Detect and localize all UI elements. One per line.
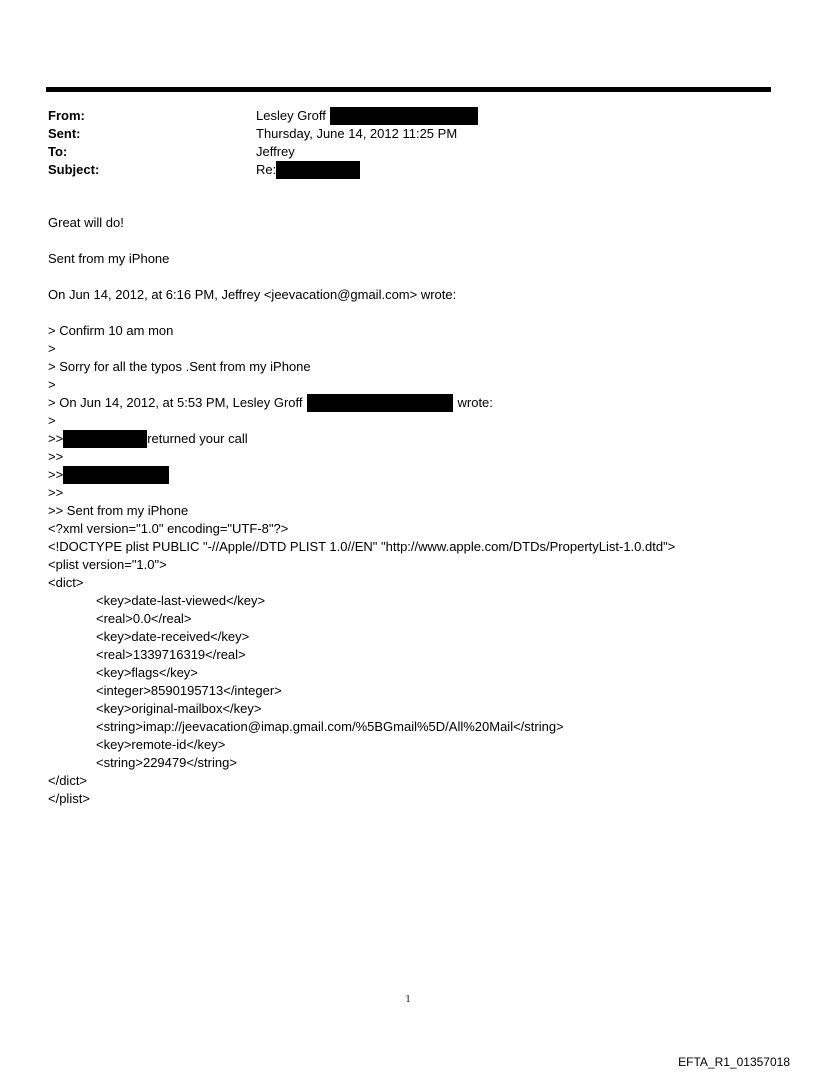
quoted-line-text: returned your call [147,431,248,446]
signature-text: Sent from my iPhone [48,251,170,266]
email-body [48,214,788,808]
quoted-line-end: wrote: [457,395,493,410]
to-value: Jeffrey [256,144,295,159]
redaction-box [63,466,169,484]
redaction-box [330,107,478,125]
quoted-line: >> Sent from my iPhone [48,503,189,518]
quoted-line [48,394,788,412]
dict-close-tag: </dict> [48,773,88,788]
redaction-box [307,394,453,412]
plist-line: <real>1339716319</real> [96,647,246,662]
plist-line: <string>229479</string> [96,755,237,770]
subject-label: Subject: [48,162,100,177]
top-divider [46,87,771,92]
quoted-line: >> [48,449,64,464]
quoted-line: > [48,341,56,356]
from-label: From: [48,108,85,123]
sent-value: Thursday, June 14, 2012 11:25 PM [256,126,458,141]
quoted-line: > [48,413,56,428]
page-number: 1 [405,994,411,1005]
plist-line: <key>date-last-viewed</key> [96,593,266,608]
quoted-line: > Sorry for all the typos .Sent from my iPhone [48,359,311,374]
plist-line: <key>remote-id</key> [96,737,226,752]
doctype-line: <!DOCTYPE plist PUBLIC "-//Apple//DTD PLIST 1.0//EN" "http://www.apple.com/DTDs/PropertyList-1.0.dtd"> [48,539,676,554]
reply-text: Great will do! [48,215,124,230]
quoted-line-start: > On Jun 14, 2012, at 5:53 PM, Lesley Groff [48,395,303,410]
plist-line: <key>original-mailbox</key> [96,701,262,716]
quoted-line [48,430,788,448]
plist-line: <key>flags</key> [96,665,198,680]
email-header [48,107,748,179]
plist-line: <string>imap://jeevacation@imap.gmail.com/%5BGmail%5D/All%20Mail</string> [96,719,564,734]
quoted-line: >> [48,485,64,500]
subject-value: Re: [256,162,277,177]
quote-prefix: >> [48,431,64,446]
quote-intro: On Jun 14, 2012, at 6:16 PM, Jeffrey <jeevacation@gmail.com> wrote: [48,287,457,302]
plist-line: <real>0.0</real> [96,611,192,626]
dict-open-tag: <dict> [48,575,84,590]
sent-label: Sent: [48,126,81,141]
sent-row [48,125,748,143]
quoted-line: > Confirm 10 am mon [48,323,174,338]
plist-close-tag: </plist> [48,791,90,806]
from-row [48,107,748,125]
redaction-box [276,161,360,179]
quoted-line: > [48,377,56,392]
to-label: To: [48,144,68,159]
plist-line: <integer>8590195713</integer> [96,683,282,698]
to-row [48,143,748,161]
quoted-line [48,466,788,484]
quote-prefix: >> [48,467,64,482]
document-id: EFTA_R1_01357018 [678,1055,790,1069]
from-value: Lesley Groff [256,108,326,123]
redaction-box [63,430,147,448]
plist-open-tag: <plist version="1.0"> [48,557,167,572]
subject-row [48,161,748,179]
xml-declaration: <?xml version="1.0" encoding="UTF-8"?> [48,521,289,536]
plist-line: <key>date-received</key> [96,629,250,644]
